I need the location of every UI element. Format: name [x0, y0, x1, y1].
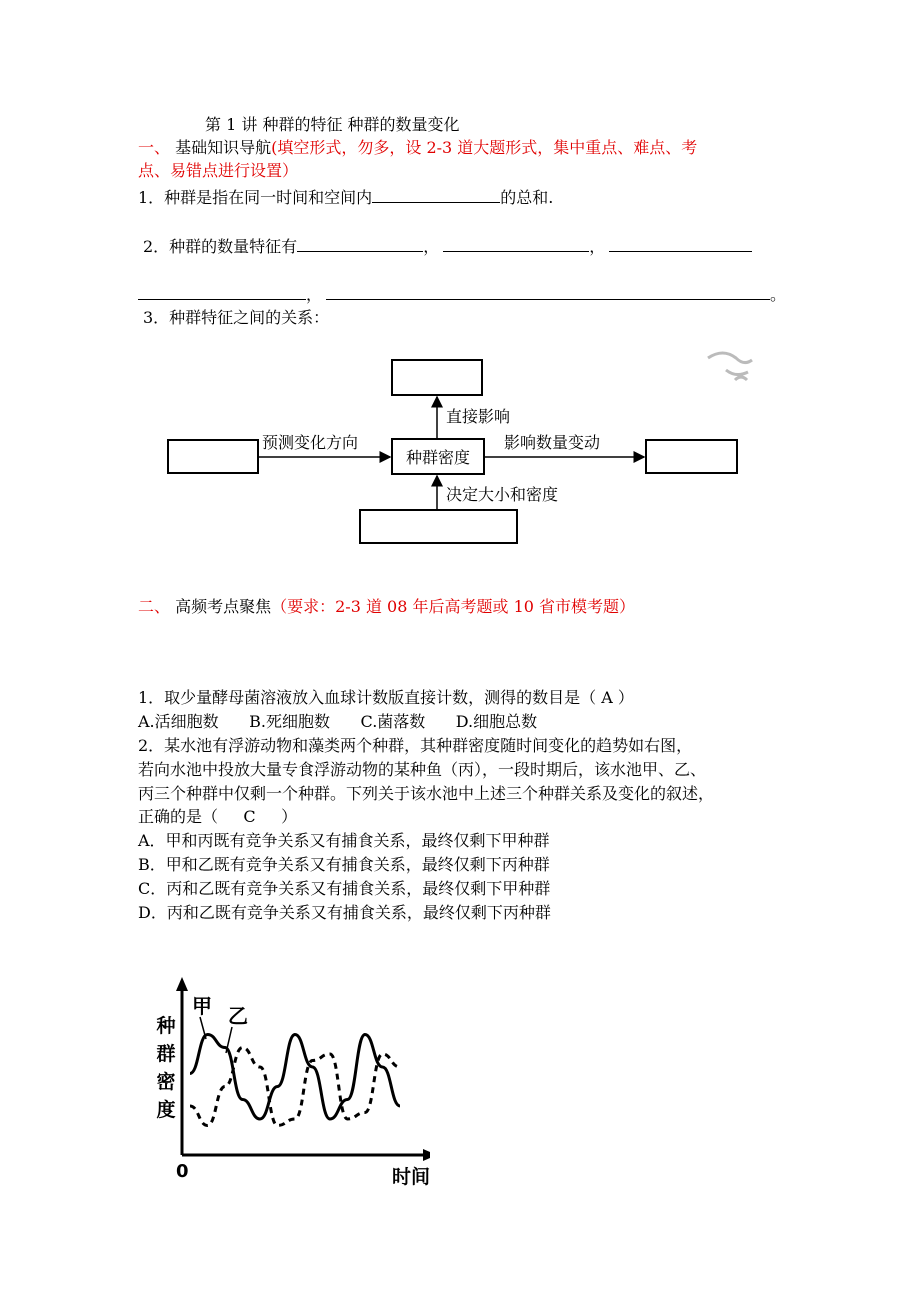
q1-suffix: 的总和. — [500, 188, 554, 207]
scribble-decoration — [708, 353, 752, 380]
right-arrow-label: 影响数量变动 — [504, 433, 601, 452]
q2-end: 。 — [770, 285, 787, 304]
mc2-stem-1: 2．某水池有浮游动物和藻类两个种群，其种群密度随时间变化的趋势如右图， — [138, 736, 693, 755]
left-blank-box[interactable] — [168, 440, 258, 473]
mc2-stem-3: 丙三个种群中仅剩一个种群。下列关于该水池中上述三个种群关系及变化的叙述， — [138, 784, 715, 803]
q1-blank[interactable] — [372, 187, 500, 203]
q2-sep-3: ， — [306, 285, 323, 304]
mc2-option-d: D．丙和乙既有竞争关系又有捕食关系，最终仅剩下丙种群 — [138, 903, 551, 922]
q2-prefix: 2．种群的数量特征有 — [143, 237, 298, 256]
question-2-cont — [138, 284, 786, 306]
section1-number: 一、 — [138, 138, 171, 157]
page-title: 第 1 讲 种群的特征 种群的数量变化 — [205, 115, 460, 134]
q1-prefix: 1．种群是指在同一时间和空间内 — [138, 188, 373, 207]
y-axis-label-char: 密 — [156, 1071, 176, 1093]
right-blank-box[interactable] — [646, 440, 737, 473]
q2-blank-2[interactable] — [443, 236, 589, 252]
q2-blank-4[interactable] — [138, 284, 306, 300]
y-axis-label-char: 种 — [156, 1015, 176, 1037]
series-line-yi — [190, 1048, 400, 1126]
series-label-jia-leader — [200, 1017, 206, 1039]
mc2-option-b: B．甲和乙既有竞争关系又有捕食关系，最终仅剩下丙种群 — [138, 855, 550, 874]
section2-heading — [138, 596, 635, 618]
question-1 — [138, 187, 553, 209]
center-label: 种群密度 — [405, 448, 471, 467]
section1-heading — [138, 137, 697, 159]
series-line-jia — [190, 1035, 400, 1120]
q2-blank-1[interactable] — [297, 236, 423, 252]
mc2-option-a: A．甲和丙既有竞争关系又有捕食关系，最终仅剩下甲种群 — [138, 831, 550, 850]
section2-title: 高频考点聚焦 — [175, 597, 272, 616]
top-blank-box[interactable] — [392, 360, 482, 395]
mc2-stem-4: 正确的是（ C ） — [138, 807, 298, 826]
left-arrow-label: 预测变化方向 — [262, 433, 359, 452]
series-label-yi: 乙 — [228, 1004, 248, 1028]
section2-number: 二、 — [138, 597, 176, 616]
q2-blank-5[interactable] — [326, 284, 770, 300]
section1-title: 基础知识导航 — [170, 138, 272, 157]
population-density-chart — [140, 975, 430, 1190]
up-arrow-label: 直接影响 — [446, 407, 511, 426]
question-3: 3．种群特征之间的关系： — [143, 308, 330, 327]
mc2-option-c: C．丙和乙既有竞争关系又有捕食关系，最终仅剩下甲种群 — [138, 879, 551, 898]
mc1-options: A.活细胞数 B.死细胞数 C.菌落数 D.细胞总数 — [138, 712, 538, 731]
section1-note: (填空形式，勿多，设 2-3 道大题形式，集中重点、难点、考 — [271, 138, 698, 157]
down-arrow-label: 决定大小和密度 — [446, 485, 559, 504]
series-label-jia: 甲 — [192, 994, 212, 1018]
section1-heading-text — [138, 138, 271, 157]
y-axis-arrowhead — [176, 977, 188, 991]
mc2-stem-2: 若向水池中投放大量专食浮游动物的某种鱼（丙），一段时期后，该水池甲、乙、 — [138, 760, 707, 779]
q2-sep-1: ， — [423, 237, 440, 256]
origin-label: 0 — [176, 1161, 189, 1182]
x-axis-arrowhead — [423, 1149, 430, 1161]
section1-note-cont: 点、易错点进行设置） — [138, 161, 299, 180]
mc1-stem: 1．取少量酵母菌溶液放入血球计数版直接计数，测得的数目是（ A ） — [138, 688, 634, 707]
y-axis-label-char: 度 — [156, 1099, 176, 1121]
q2-blank-3[interactable] — [609, 236, 752, 252]
bottom-blank-box[interactable] — [360, 510, 517, 543]
y-axis-label-char: 群 — [156, 1043, 176, 1065]
q2-sep-2: ， — [589, 237, 606, 256]
population-relation-diagram — [160, 340, 760, 560]
x-axis-label: 时间 — [392, 1166, 430, 1188]
question-2 — [143, 236, 752, 258]
section2-note: （要求：2-3 道 08 年后高考题或 10 省市模考题） — [271, 597, 636, 616]
